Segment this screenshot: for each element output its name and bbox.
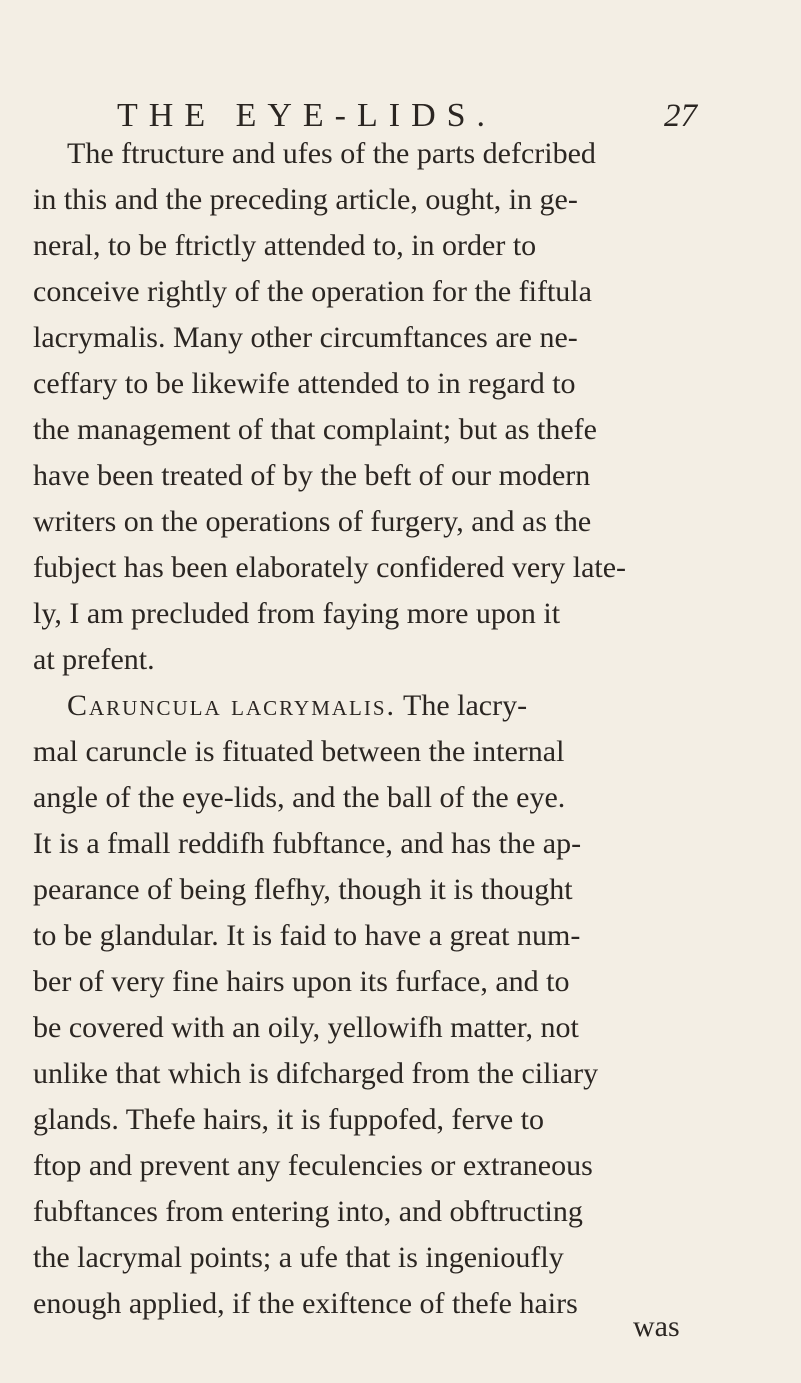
section-heading: Caruncula lacrymalis.: [67, 689, 397, 722]
running-head: [117, 93, 697, 139]
text-line: have been treated of by the beft of our modern: [33, 459, 591, 492]
text-line: fubject has been elaborately confidered very late-: [33, 551, 627, 584]
section-line-rest: The lacry-: [396, 689, 528, 722]
text-line: enough applied, if the exiftence of thefe hairs: [33, 1287, 578, 1320]
text-line: ber of very fine hairs upon its furface, and to: [33, 965, 570, 998]
text-line: to be glandular. It is faid to have a great num-: [33, 919, 581, 952]
text-line: ftop and prevent any feculencies or extraneous: [33, 1149, 593, 1182]
text-line: the lacrymal points; a ufe that is ingenioufly: [33, 1241, 564, 1274]
text-line: writers on the operations of furgery, and as the: [33, 505, 592, 538]
text-line: mal caruncle is fituated between the internal: [33, 735, 565, 768]
catchword: was: [633, 1310, 680, 1343]
text-line: glands. Thefe hairs, it is fuppofed, ferve to: [33, 1103, 544, 1136]
text-line: lacrymalis. Many other circumftances are ne-: [33, 321, 578, 354]
text-line: be covered with an oily, yellowifh matter, not: [33, 1011, 579, 1044]
text-line: neral, to be ftrictly attended to, in order to: [33, 229, 537, 262]
text-line: pearance of being flefhy, though it is thought: [33, 873, 573, 906]
text-line: The ftructure and ufes of the parts defcribed: [67, 137, 596, 170]
page-number: 27: [664, 98, 697, 134]
text-line: the management of that complaint; but as thefe: [33, 413, 597, 446]
text-line: fubftances from entering into, and obftructing: [33, 1195, 583, 1228]
section-line: [67, 686, 527, 726]
running-title: THE EYE-LIDS.: [117, 97, 497, 134]
text-line: It is a fmall reddifh fubftance, and has the ap-: [33, 827, 582, 860]
text-line: unlike that which is difcharged from the ciliary: [33, 1057, 599, 1090]
text-line: at prefent.: [33, 643, 155, 676]
text-line: in this and the preceding article, ought, in ge-: [33, 183, 578, 216]
text-line: ceffary to be likewife attended to in regard to: [33, 367, 576, 400]
text-line: angle of the eye-lids, and the ball of the eye.: [33, 781, 566, 814]
text-line: ly, I am precluded from faying more upon it: [33, 597, 561, 630]
text-line: conceive rightly of the operation for the fiftula: [33, 275, 592, 308]
